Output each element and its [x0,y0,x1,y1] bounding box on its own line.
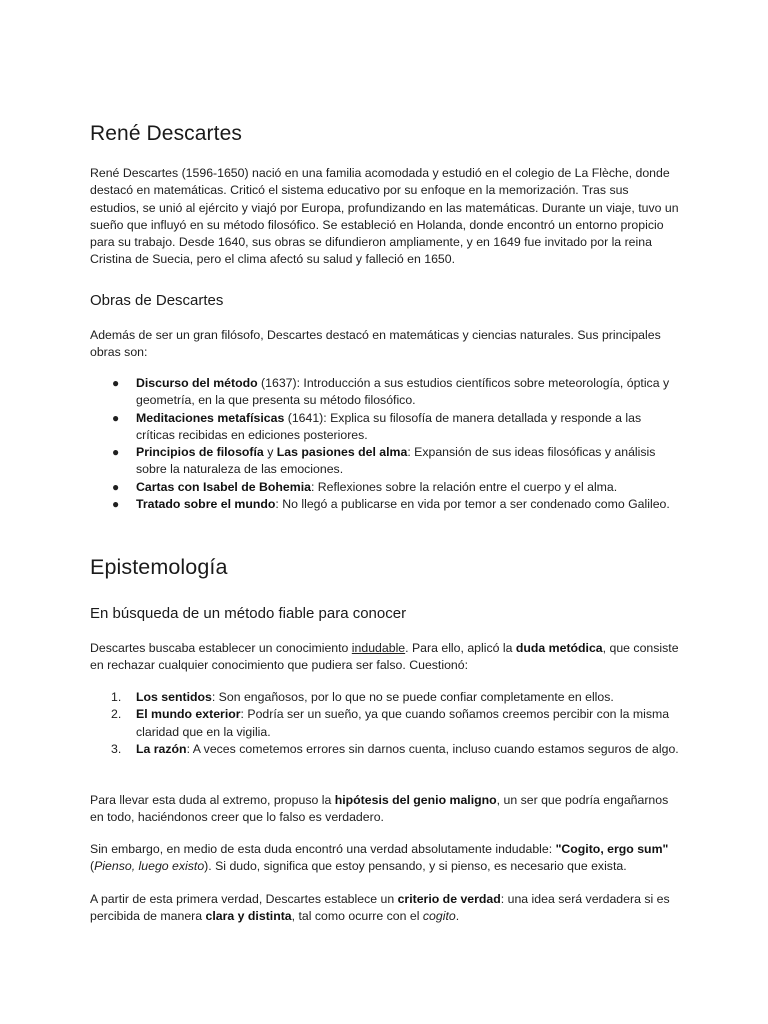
bullet-icon: ● [112,445,120,460]
doubt-description: : A veces cometemos errores sin darnos cuenta, incluso cuando estamos seguros de algo. [186,741,679,756]
list-item [90,375,680,410]
list-item [90,444,680,479]
bullet-icon: ● [112,497,120,512]
bold-term: clara y distinta [205,909,292,924]
list-item [90,706,680,741]
bold-term: duda metódica [515,641,603,655]
work-description: (1641): Explica su filosofía de manera detallada y responde a las críticas recibidas en ediciones posteriores. [136,410,642,442]
section-title-descartes: René Descartes [90,122,242,145]
doubt-title: El mundo exterior [136,707,241,722]
works-intro-paragraph: Además de ser un gran filósofo, Descartes destacó en matemáticas y ciencias naturales. Sus principales obras son: [90,328,661,360]
bullet-icon: ● [112,410,120,425]
works-heading: Obras de Descartes [90,292,224,309]
doubt-title: La razón [136,741,187,756]
genio-paragraph [90,792,680,827]
list-number: 2. [111,707,122,722]
work-title: Cartas con Isabel de Bohemia [136,479,311,494]
list-item [90,741,680,758]
work-title: Principios de filosofía [136,445,264,460]
text-run: ( [90,859,95,874]
work-connector: y [263,445,277,460]
list-item [90,689,680,706]
bullet-icon: ● [112,376,120,390]
work-title: Meditaciones metafísicas [136,410,285,425]
text-run: A partir de esta primera verdad, Descartes establece un [90,892,398,906]
text-run: ). Si dudo, significa que estoy pensando, y si pienso, es necesario que exista. [204,859,627,874]
doubts-list [90,689,680,758]
work-description: : Expansión de sus ideas filosóficas y análisis sobre la naturaleza de las emociones. [136,445,656,477]
bold-term: hipótesis del genio maligno [334,793,497,807]
doubt-description: : Son engañosos, por lo que no se puede confiar completamente en ellos. [211,690,614,704]
text-run: Descartes buscaba establecer un conocimiento [90,641,352,655]
underlined-term: indudable [351,641,406,655]
italic-term: cogito [422,909,456,924]
bullet-icon: ● [112,479,120,494]
biography-paragraph: René Descartes (1596-1650) nació en una familia acomodada y estudió en el colegio de La Flèche, donde destacó en matemáticas. Criticó el sistema educativo por su enfoque en la memorización. Tras sus estudios, se unió al ejército y viajó por Europa, profundizando en las matemáticas. Durante un viaje, tuvo un sueño que influyó en su método filosófico. Se estableció en Holanda, donde encontró un entorno propicio para su trabajo. Desde 1640, sus obras se difundieron ampliamente, y en 1649 fue invitado por la reina Cristina de Suecia, pero el clima afectó su salud y falleció en 1650. [90,166,679,267]
work-title: Tratado sobre el mundo [136,497,276,512]
work-title: Discurso del método [136,376,258,390]
bold-term: criterio de verdad [397,892,501,906]
list-number: 1. [111,690,122,704]
doubt-title: Los sentidos [136,690,212,704]
text-run: Para llevar esta duda al extremo, propuso la [90,793,335,807]
text-run: Sin embargo, en medio de esta duda encontró una verdad absolutamente indudable: [90,842,556,856]
text-run: : una idea será verdadera si es percibida de manera [90,892,670,924]
text-run: . [455,909,460,924]
list-number: 3. [111,741,122,756]
works-list [90,375,680,513]
text-run: , que consiste en rechazar cualquier conocimiento que pudiera ser falso. Cuestionó: [90,641,679,673]
doubt-description: : Podría ser un sueño, ya que cuando soñamos creemos percibir con la misma claridad que en la vigilia. [136,707,670,739]
method-subheading: En búsqueda de un método fiable para conocer [90,605,407,622]
work-description: : Reflexiones sobre la relación entre el cuerpo y el alma. [310,479,618,494]
list-item [90,479,680,496]
section-title-epistemologia: Epistemología [90,555,228,579]
text-run: , un ser que podría engañarnos en todo, haciéndonos creer que lo falso es verdadero. [90,793,669,825]
bold-term: "Cogito, ergo sum" [555,842,669,856]
work-description: (1637): Introducción a sus estudios científicos sobre meteorología, óptica y geometría, en la que presenta su método filosófico. [136,376,670,408]
italic-term: Pienso, luego existo [94,859,205,874]
text-run: . Para ello, aplicó la [405,641,516,655]
method-intro-paragraph [90,640,680,675]
list-item [90,410,680,445]
criterio-paragraph [90,891,680,926]
list-item [90,496,680,513]
work-description: : No llegó a publicarse en vida por temor a ser condenado como Galileo. [275,497,670,512]
cogito-paragraph [90,841,680,876]
text-run: , tal como ocurre con el [291,909,423,924]
work-title-second: Las pasiones del alma [276,445,408,460]
